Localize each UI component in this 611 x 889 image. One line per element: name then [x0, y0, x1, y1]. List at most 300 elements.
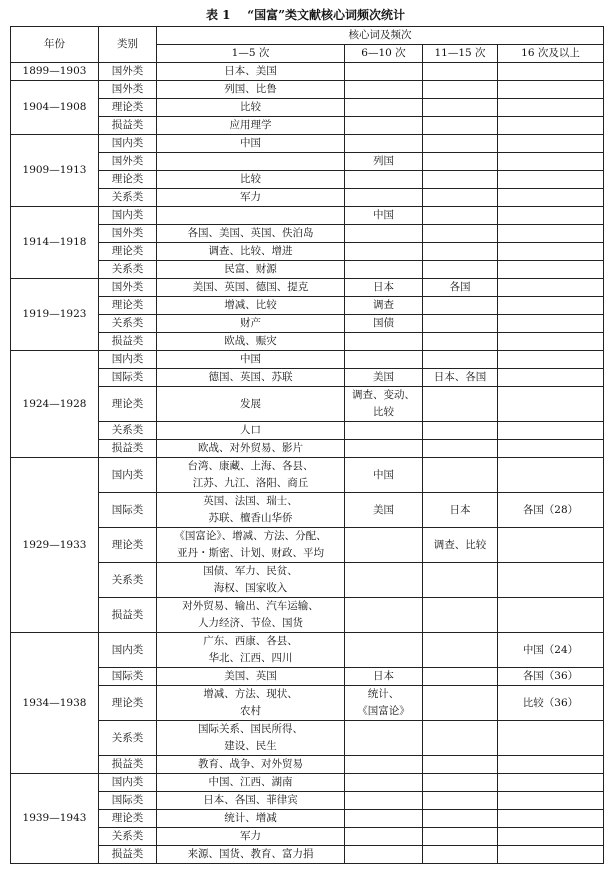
- category-cell: 国际类: [99, 792, 157, 810]
- table-row: [11, 369, 604, 387]
- freq-cell-3: [423, 668, 498, 686]
- freq-cell-2: [345, 279, 423, 297]
- freq-cell-4: [498, 207, 604, 225]
- freq-cell-2: [345, 598, 423, 633]
- table-label: 表 1: [205, 8, 231, 22]
- freq-cell-2: [345, 633, 423, 668]
- header-col-11-15: 11—15 次: [423, 45, 498, 63]
- cell-line: 美国: [373, 371, 394, 383]
- freq-cell-2: [345, 686, 423, 721]
- table-row: [11, 135, 604, 153]
- cell-line: 日本: [449, 503, 471, 516]
- cell-line: 来源、国货、教育、富力捐: [187, 848, 314, 860]
- cell-line: 欧战、对外贸易、影片: [198, 442, 303, 454]
- table-row: [11, 387, 604, 422]
- freq-cell-1: [157, 774, 345, 792]
- cell-line: 军力: [240, 830, 261, 842]
- table-row: [11, 225, 604, 243]
- cell-line: 调查、比较、增进: [208, 245, 293, 257]
- freq-cell-1: [157, 528, 345, 563]
- category-cell: 理论类: [99, 528, 157, 563]
- freq-cell-3: [423, 171, 498, 189]
- freq-cell-2: [345, 261, 423, 279]
- category-cell: 国内类: [99, 633, 157, 668]
- freq-cell-2: [345, 315, 423, 333]
- freq-cell-1: [157, 633, 345, 668]
- cell-line: 增减、方法、现状、: [203, 688, 298, 700]
- header-col-6-10: 6—10 次: [345, 45, 423, 63]
- freq-cell-4: [498, 458, 604, 493]
- freq-cell-3: [423, 792, 498, 810]
- category-cell: 损益类: [99, 756, 157, 774]
- freq-cell-1: [157, 117, 345, 135]
- freq-cell-4: [498, 528, 604, 563]
- year-cell: 1914—1918: [11, 207, 99, 279]
- category-cell: 国内类: [99, 135, 157, 153]
- cell-line: 调查: [373, 299, 394, 311]
- freq-cell-4: [498, 333, 604, 351]
- cell-line: 华北、江西、四川: [208, 652, 293, 664]
- freq-cell-2: [345, 171, 423, 189]
- category-cell: 理论类: [99, 810, 157, 828]
- freq-cell-1: [157, 792, 345, 810]
- freq-cell-1: [157, 63, 345, 81]
- freq-cell-4: [498, 774, 604, 792]
- table-row: [11, 792, 604, 810]
- cell-line: 人力经济、节俭、国货: [198, 617, 303, 629]
- freq-cell-1: [157, 297, 345, 315]
- year-cell: 1929—1933: [11, 458, 99, 633]
- cell-line: 人口: [240, 424, 261, 436]
- freq-cell-1: [157, 458, 345, 493]
- freq-cell-4: [498, 828, 604, 846]
- table-title: “国富”类文献核心词频次统计: [247, 8, 406, 22]
- freq-cell-2: [345, 528, 423, 563]
- table-row: [11, 668, 604, 686]
- cell-line: 增减、比较: [224, 299, 277, 311]
- cell-line: 苏联、檀香山华侨: [208, 512, 293, 524]
- freq-cell-1: [157, 135, 345, 153]
- freq-cell-4: [498, 387, 604, 422]
- freq-cell-4: [498, 721, 604, 756]
- freq-cell-2: [345, 810, 423, 828]
- freq-cell-3: [423, 99, 498, 117]
- cell-line: 中国: [373, 468, 394, 481]
- category-cell: 关系类: [99, 315, 157, 333]
- cell-line: 欧战、赈灾: [224, 335, 277, 347]
- category-cell: 关系类: [99, 261, 157, 279]
- freq-cell-1: [157, 686, 345, 721]
- year-cell: 1924—1928: [11, 351, 99, 458]
- freq-cell-3: [423, 333, 498, 351]
- freq-cell-4: [498, 598, 604, 633]
- category-cell: 理论类: [99, 243, 157, 261]
- cell-line: 各国（28）: [522, 503, 579, 516]
- freq-cell-4: [498, 756, 604, 774]
- freq-cell-2: [345, 189, 423, 207]
- category-cell: 国际类: [99, 369, 157, 387]
- table-row: [11, 117, 604, 135]
- table-row: [11, 261, 604, 279]
- cell-line: 美国: [373, 503, 394, 516]
- header-col-1-5: 1—5 次: [157, 45, 345, 63]
- freq-cell-2: [345, 63, 423, 81]
- freq-cell-3: [423, 846, 498, 864]
- cell-line: 对外贸易、输出、汽车运输、: [182, 600, 319, 612]
- freq-cell-2: [345, 458, 423, 493]
- freq-cell-2: [345, 721, 423, 756]
- freq-cell-1: [157, 153, 345, 171]
- category-cell: 国外类: [99, 225, 157, 243]
- category-cell: 国内类: [99, 458, 157, 493]
- freq-cell-3: [423, 774, 498, 792]
- table-row: [11, 207, 604, 225]
- table-row: [11, 99, 604, 117]
- freq-cell-3: [423, 189, 498, 207]
- header-group: 核心词及频次: [157, 27, 604, 45]
- freq-cell-4: [498, 153, 604, 171]
- freq-cell-4: [498, 171, 604, 189]
- freq-cell-1: [157, 315, 345, 333]
- year-cell: 1904—1908: [11, 81, 99, 135]
- freq-cell-4: [498, 369, 604, 387]
- freq-cell-2: [345, 225, 423, 243]
- table-row: [11, 63, 604, 81]
- freq-cell-1: [157, 261, 345, 279]
- category-cell: 损益类: [99, 846, 157, 864]
- table-row: [11, 721, 604, 756]
- cell-line: 日本、各国: [433, 371, 487, 383]
- freq-cell-1: [157, 756, 345, 774]
- cell-line: 国债: [373, 317, 394, 329]
- freq-cell-1: [157, 243, 345, 261]
- cell-line: 列国、比鲁: [224, 83, 277, 95]
- freq-cell-4: [498, 686, 604, 721]
- header-col-16-plus: 16 次及以上: [498, 45, 604, 63]
- freq-cell-2: [345, 828, 423, 846]
- freq-cell-3: [423, 528, 498, 563]
- freq-cell-2: [345, 846, 423, 864]
- table-row: [11, 422, 604, 440]
- category-cell: 理论类: [99, 99, 157, 117]
- freq-cell-1: [157, 721, 345, 756]
- freq-cell-4: [498, 117, 604, 135]
- freq-cell-2: [345, 351, 423, 369]
- category-cell: 关系类: [99, 721, 157, 756]
- cell-line: 中国: [240, 353, 261, 365]
- cell-line: 比较（36）: [522, 696, 579, 709]
- category-cell: 国外类: [99, 279, 157, 297]
- cell-line: 海权、国家收入: [213, 582, 288, 594]
- cell-line: 建设、民生: [224, 740, 277, 752]
- freq-cell-2: [345, 774, 423, 792]
- cell-line: 教育、战争、对外贸易: [198, 758, 303, 770]
- cell-line: 列国: [373, 155, 394, 167]
- freq-cell-1: [157, 99, 345, 117]
- table-row: [11, 315, 604, 333]
- freq-cell-2: [345, 792, 423, 810]
- freq-cell-1: [157, 846, 345, 864]
- freq-cell-3: [423, 387, 498, 422]
- freq-cell-4: [498, 99, 604, 117]
- year-cell: 1899—1903: [11, 63, 99, 81]
- category-cell: 国内类: [99, 351, 157, 369]
- freq-cell-2: [345, 756, 423, 774]
- table-row: [11, 458, 604, 493]
- freq-cell-2: [345, 333, 423, 351]
- category-cell: 理论类: [99, 387, 157, 422]
- cell-line: 英国、法国、瑞士、: [203, 495, 298, 507]
- freq-cell-3: [423, 261, 498, 279]
- cell-line: 统计、: [367, 688, 400, 700]
- category-cell: 关系类: [99, 563, 157, 598]
- cell-line: 统计、增减: [224, 812, 277, 824]
- freq-cell-3: [423, 422, 498, 440]
- freq-cell-1: [157, 440, 345, 458]
- freq-cell-2: [345, 387, 423, 422]
- freq-cell-1: [157, 563, 345, 598]
- freq-cell-1: [157, 207, 345, 225]
- table-row: [11, 493, 604, 528]
- cell-line: 各国（36）: [522, 670, 579, 682]
- freq-cell-3: [423, 458, 498, 493]
- freq-cell-1: [157, 81, 345, 99]
- freq-cell-3: [423, 369, 498, 387]
- freq-cell-3: [423, 756, 498, 774]
- freq-cell-4: [498, 440, 604, 458]
- freq-cell-2: [345, 207, 423, 225]
- category-cell: 损益类: [99, 440, 157, 458]
- freq-cell-3: [423, 153, 498, 171]
- cell-line: 国际关系、国民所得、: [198, 723, 303, 735]
- freq-cell-1: [157, 828, 345, 846]
- freq-cell-2: [345, 99, 423, 117]
- year-cell: 1939—1943: [11, 774, 99, 864]
- year-cell: 1919—1923: [11, 279, 99, 351]
- freq-cell-1: [157, 189, 345, 207]
- freq-cell-2: [345, 493, 423, 528]
- table-row: [11, 828, 604, 846]
- category-cell: 国际类: [99, 493, 157, 528]
- year-cell: 1909—1913: [11, 135, 99, 207]
- category-cell: 国际类: [99, 668, 157, 686]
- freq-cell-4: [498, 422, 604, 440]
- freq-cell-4: [498, 63, 604, 81]
- category-cell: 国外类: [99, 63, 157, 81]
- freq-cell-3: [423, 686, 498, 721]
- freq-cell-4: [498, 846, 604, 864]
- header-category: 类别: [99, 27, 157, 63]
- freq-cell-2: [345, 81, 423, 99]
- table-row: [11, 440, 604, 458]
- cell-line: 各国: [449, 281, 471, 293]
- category-cell: 理论类: [99, 171, 157, 189]
- freq-cell-2: [345, 243, 423, 261]
- category-cell: 国外类: [99, 81, 157, 99]
- cell-line: 亚丹・斯密、计划、财政、平均: [177, 547, 324, 559]
- table-caption: [0, 4, 611, 26]
- freq-cell-3: [423, 493, 498, 528]
- freq-cell-3: [423, 315, 498, 333]
- cell-line: 中国: [240, 137, 261, 149]
- freq-cell-4: [498, 315, 604, 333]
- table-row: [11, 171, 604, 189]
- freq-cell-3: [423, 135, 498, 153]
- table-row: [11, 297, 604, 315]
- table-row: [11, 598, 604, 633]
- freq-cell-1: [157, 810, 345, 828]
- freq-cell-1: [157, 225, 345, 243]
- header-year: 年份: [11, 27, 99, 63]
- freq-cell-4: [498, 810, 604, 828]
- category-cell: 理论类: [99, 686, 157, 721]
- table-row: [11, 774, 604, 792]
- freq-cell-1: [157, 369, 345, 387]
- freq-cell-3: [423, 297, 498, 315]
- year-cell: 1934—1938: [11, 633, 99, 774]
- cell-line: 《国富论》: [357, 705, 410, 717]
- cell-line: 比较: [240, 101, 261, 113]
- cell-line: 中国: [373, 209, 394, 221]
- category-cell: 关系类: [99, 422, 157, 440]
- cell-line: 日本: [373, 281, 394, 293]
- freq-cell-4: [498, 351, 604, 369]
- cell-line: 各国、美国、英国、佚泊岛: [187, 227, 314, 239]
- category-cell: 损益类: [99, 598, 157, 633]
- cell-line: 《国富论》、增减、方法、分配、: [174, 530, 327, 542]
- frequency-table: [10, 26, 604, 864]
- table-row: [11, 279, 604, 297]
- table-row: [11, 686, 604, 721]
- cell-line: 德国、英国、苏联: [208, 371, 293, 383]
- freq-cell-3: [423, 207, 498, 225]
- cell-line: 国债、军力、民贫、: [203, 565, 298, 577]
- cell-line: 调查、比较: [433, 538, 487, 551]
- freq-cell-4: [498, 668, 604, 686]
- freq-cell-4: [498, 792, 604, 810]
- freq-cell-3: [423, 81, 498, 99]
- category-cell: 国内类: [99, 774, 157, 792]
- freq-cell-1: [157, 493, 345, 528]
- freq-cell-1: [157, 598, 345, 633]
- freq-cell-2: [345, 440, 423, 458]
- table-row: [11, 633, 604, 668]
- freq-cell-2: [345, 668, 423, 686]
- table-row: [11, 243, 604, 261]
- freq-cell-4: [498, 243, 604, 261]
- table-row: [11, 756, 604, 774]
- freq-cell-4: [498, 297, 604, 315]
- cell-line: 发展: [240, 397, 261, 410]
- cell-line: 江苏、九江、洛阳、商丘: [192, 477, 309, 489]
- freq-cell-4: [498, 493, 604, 528]
- cell-line: 中国（24）: [522, 643, 579, 656]
- freq-cell-3: [423, 351, 498, 369]
- category-cell: 关系类: [99, 828, 157, 846]
- cell-line: 日本、美国: [224, 65, 277, 77]
- freq-cell-4: [498, 225, 604, 243]
- table-row: [11, 189, 604, 207]
- freq-cell-2: [345, 135, 423, 153]
- freq-cell-2: [345, 297, 423, 315]
- cell-line: 农村: [240, 705, 261, 717]
- freq-cell-1: [157, 422, 345, 440]
- table-row: [11, 333, 604, 351]
- cell-line: 比较: [240, 173, 261, 185]
- cell-line: 应用理学: [229, 119, 272, 131]
- freq-cell-3: [423, 633, 498, 668]
- freq-cell-3: [423, 598, 498, 633]
- cell-line: 中国、江西、湖南: [208, 776, 293, 788]
- freq-cell-3: [423, 279, 498, 297]
- freq-cell-4: [498, 633, 604, 668]
- freq-cell-2: [345, 153, 423, 171]
- freq-cell-3: [423, 225, 498, 243]
- freq-cell-3: [423, 63, 498, 81]
- cell-line: 日本: [373, 670, 394, 682]
- cell-line: 美国、英国: [224, 670, 277, 682]
- cell-line: 民富、财源: [224, 263, 277, 275]
- cell-line: 美国、英国、德国、提克: [192, 281, 309, 293]
- table-row: [11, 846, 604, 864]
- freq-cell-4: [498, 563, 604, 598]
- table-row: [11, 563, 604, 598]
- category-cell: 关系类: [99, 189, 157, 207]
- freq-cell-2: [345, 422, 423, 440]
- freq-cell-1: [157, 351, 345, 369]
- cell-line: 比较: [373, 406, 394, 418]
- cell-line: 台湾、康藏、上海、各县、: [187, 460, 314, 472]
- freq-cell-4: [498, 261, 604, 279]
- freq-cell-4: [498, 279, 604, 297]
- freq-cell-1: [157, 333, 345, 351]
- cell-line: 广东、西康、各县、: [203, 635, 298, 647]
- cell-line: 财产: [240, 317, 261, 329]
- freq-cell-4: [498, 135, 604, 153]
- table-row: [11, 810, 604, 828]
- table-row: [11, 153, 604, 171]
- cell-line: 调查、变动、: [352, 389, 415, 401]
- freq-cell-1: [157, 171, 345, 189]
- category-cell: 国内类: [99, 207, 157, 225]
- freq-cell-2: [345, 563, 423, 598]
- freq-cell-3: [423, 440, 498, 458]
- freq-cell-3: [423, 563, 498, 598]
- cell-line: 军力: [240, 191, 261, 203]
- freq-cell-4: [498, 81, 604, 99]
- table-row: [11, 81, 604, 99]
- freq-cell-3: [423, 810, 498, 828]
- category-cell: 损益类: [99, 333, 157, 351]
- freq-cell-3: [423, 117, 498, 135]
- freq-cell-3: [423, 828, 498, 846]
- freq-cell-3: [423, 721, 498, 756]
- table-body: [11, 63, 604, 864]
- table-row: [11, 351, 604, 369]
- cell-line: 日本、各国、菲律宾: [203, 794, 298, 806]
- category-cell: 国外类: [99, 153, 157, 171]
- freq-cell-2: [345, 117, 423, 135]
- table-row: [11, 528, 604, 563]
- freq-cell-1: [157, 668, 345, 686]
- freq-cell-2: [345, 369, 423, 387]
- category-cell: 损益类: [99, 117, 157, 135]
- freq-cell-1: [157, 387, 345, 422]
- freq-cell-3: [423, 243, 498, 261]
- category-cell: 理论类: [99, 297, 157, 315]
- freq-cell-4: [498, 189, 604, 207]
- freq-cell-1: [157, 279, 345, 297]
